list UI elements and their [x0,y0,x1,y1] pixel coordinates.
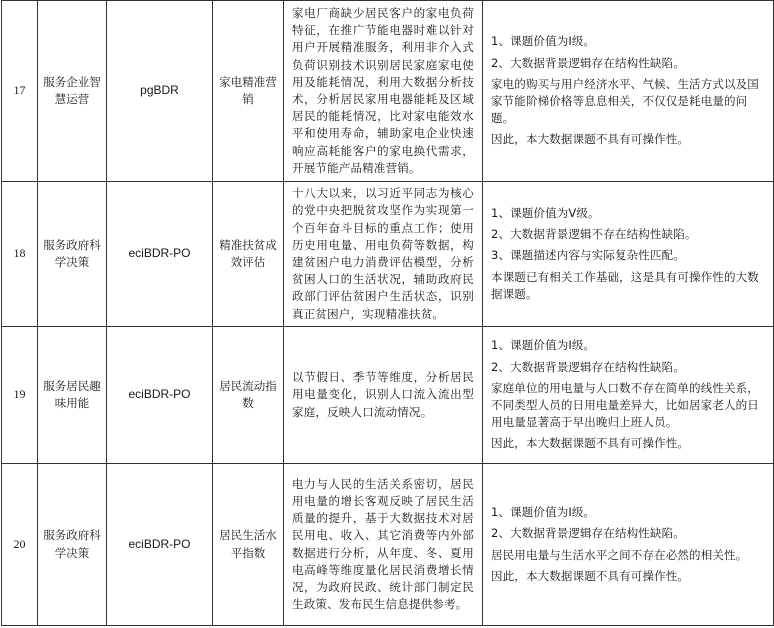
evaluation-cell [483,1,774,182]
model-code: eciBDR-PO [107,327,213,464]
evaluation-line: 因此，本大数据课题不具有可操作性。 [491,436,690,451]
topic-description: 以节假日、季节等维度，分析居民用电量变化，识别人口流入流出型家庭，反映人口流动情况。 [284,327,483,464]
topic-name: 居民生活水平指数 [213,464,284,626]
evaluation-line: 家电的购买与用户经济水平、气候、生活方式以及国家节能阶梯价格等息息相关，不仅仅是耗电量的问题。 [491,76,759,126]
service-category: 服务居民趣味用能 [38,327,107,464]
evaluation-cell [483,182,774,327]
evaluation-line: 3、课题描述内容与实际复杂性匹配。 [491,248,685,263]
row-number: 19 [2,327,38,464]
model-code: pgBDR [107,1,213,182]
evaluation-line: 1、课题价值为Ⅰ级。 [491,505,596,520]
row-number: 17 [2,1,38,182]
topic-description: 家电厂商缺少居民客户的家电负荷特征，在推广节能电器时难以针对用户开展精准服务，利用非介入式负荷识别技术识别居民家庭家电使用及能耗情况，利用大数据分析技术，分析居民家用电器能耗及区域居民的能耗情况，比对家电能效水平和使用寿命，辅助家电企业快速响应高耗能客户的家电换代需求，开展节能产品精准营销。 [284,1,483,182]
table-row [2,182,774,327]
evaluation-line: 2、大数据背景逻辑存在结构性缺陷。 [491,55,685,70]
topic-name: 居民流动指数 [213,327,284,464]
evaluation-line: 因此，本大数据课题不具有可操作性。 [491,132,690,147]
topic-name: 家电精准营销 [213,1,284,182]
topic-evaluation-table [1,0,774,626]
table-row [2,327,774,464]
evaluation-line: 因此，本大数据课题不具有可操作性。 [491,568,690,583]
evaluation-line: 1、课题价值为Ⅴ级。 [491,205,600,220]
row-number: 18 [2,182,38,327]
evaluation-line: 家庭单位的用电量与人口数不存在简单的线性关系，不同类型人员的日用电量差异大，比如居家老人的日用电量显著高于早出晚归上班人员。 [491,380,759,430]
model-code: eciBDR-PO [107,464,213,626]
evaluation-line: 2、大数据背景逻辑不存在结构性缺陷。 [491,227,697,242]
topic-description: 电力与人民的生活关系密切，居民用电量的增长客观反映了居民生活质量的提升，基于大数据技术对居民用电、收入、其它消费等内外部数据进行分析，从年度、冬、夏用电高峰等维度量化居民消费增长情况，为政府民政、统计部门制定民生政策、发布民生信息提供参考。 [284,464,483,626]
table-row [2,1,774,182]
evaluation-line: 2、大数据背景逻辑存在结构性缺陷。 [491,359,685,374]
table-row [2,464,774,626]
row-number: 20 [2,464,38,626]
topic-description: 十八大以来，以习近平同志为核心的党中央把脱贫攻坚作为实现第一个百年奋斗目标的重点工作；使用历史用电量、用电负荷等数据，构建贫困户电力消费评估模型，分析贫困人口的生活状况，辅助政府民政部门评估贫困户生活状态，识别真正贫困户，实现精准扶贫。 [284,182,483,327]
evaluation-cell [483,464,774,626]
model-code: eciBDR-PO [107,182,213,327]
evaluation-cell [483,327,774,464]
evaluation-line: 居民用电量与生活水平之间不存在必然的相关性。 [491,547,748,562]
service-category: 服务政府科学决策 [38,182,107,327]
evaluation-line: 本课题已有相关工作基础，这是具有可操作性的大数据课题。 [491,269,759,301]
evaluation-line: 2、大数据背景逻辑存在结构性缺陷。 [491,526,685,541]
service-category: 服务企业智慧运营 [38,1,107,182]
table-body [2,1,774,626]
evaluation-line: 1、课题价值为Ⅰ级。 [491,34,596,49]
evaluation-line: 1、课题价值为Ⅰ级。 [491,338,596,353]
topic-name: 精准扶贫成效评估 [213,182,284,327]
service-category: 服务政府科学决策 [38,464,107,626]
